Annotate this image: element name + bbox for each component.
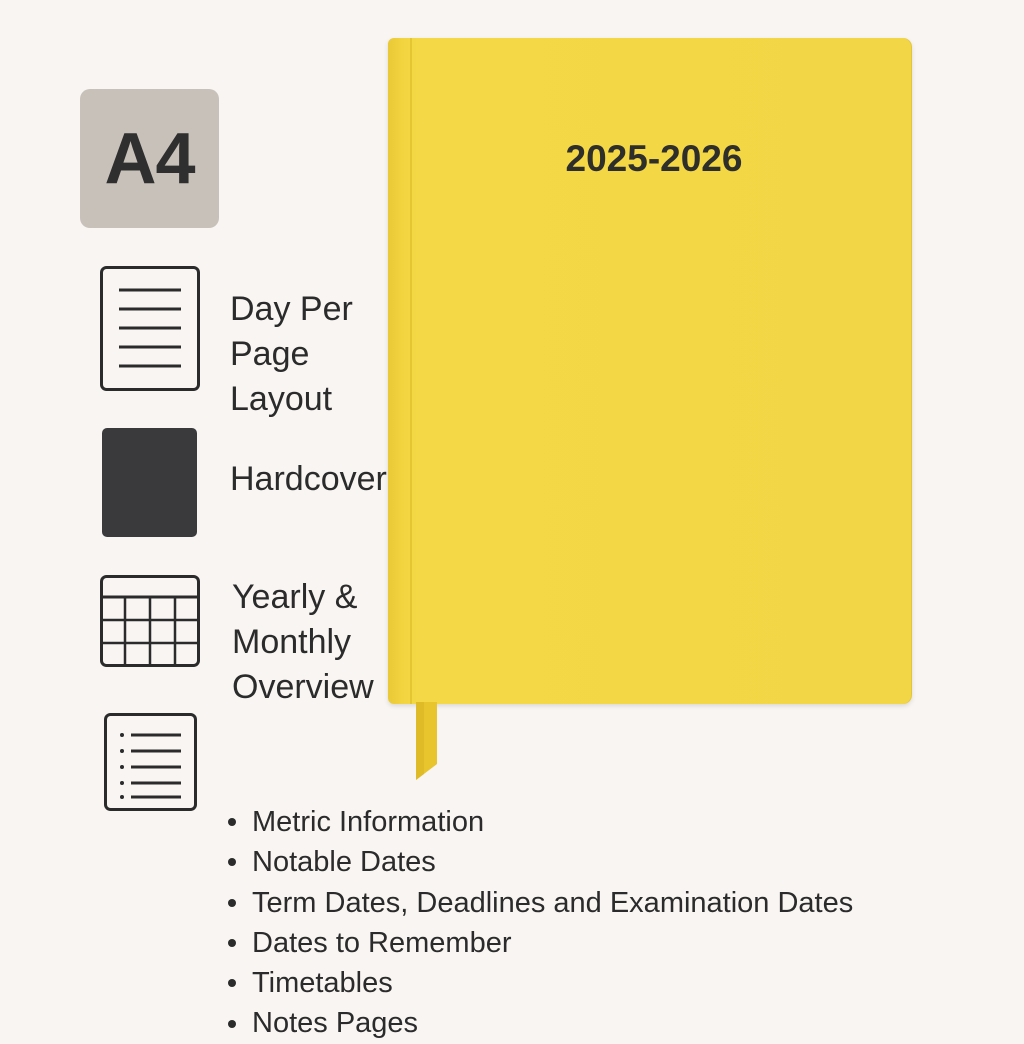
bullet-icon xyxy=(228,818,236,826)
lined-page-icon xyxy=(100,266,200,391)
bullet-icon xyxy=(228,899,236,907)
feature-yearly-monthly-overview: Yearly & Monthly Overview xyxy=(232,578,374,706)
notebook-year-title: 2025-2026 xyxy=(565,138,743,179)
bulleted-list-icon xyxy=(104,713,197,811)
contents-list xyxy=(226,802,853,1044)
list-item: Notable Dates xyxy=(226,842,853,882)
list-item: Timetables xyxy=(226,963,853,1003)
list-item: Notes Pages xyxy=(226,1003,853,1043)
size-badge-label: A4 xyxy=(104,118,195,199)
bookmark-ribbon xyxy=(416,702,437,780)
list-item: Dates to Remember xyxy=(226,923,853,963)
list-item: Term Dates, Deadlines and Examination Dates xyxy=(226,883,853,923)
calendar-grid-icon xyxy=(100,575,200,667)
hardcover-book-icon xyxy=(102,428,198,538)
bullet-icon xyxy=(228,939,236,947)
bullet-icon xyxy=(228,858,236,866)
feature-hardcover: Hardcover xyxy=(230,460,387,498)
yellow-notebook xyxy=(388,38,912,704)
feature-day-per-page: Day Per Page Layout xyxy=(230,290,353,418)
list-item: Metric Information xyxy=(226,802,853,842)
size-badge xyxy=(80,89,219,228)
bullet-icon xyxy=(228,979,236,987)
